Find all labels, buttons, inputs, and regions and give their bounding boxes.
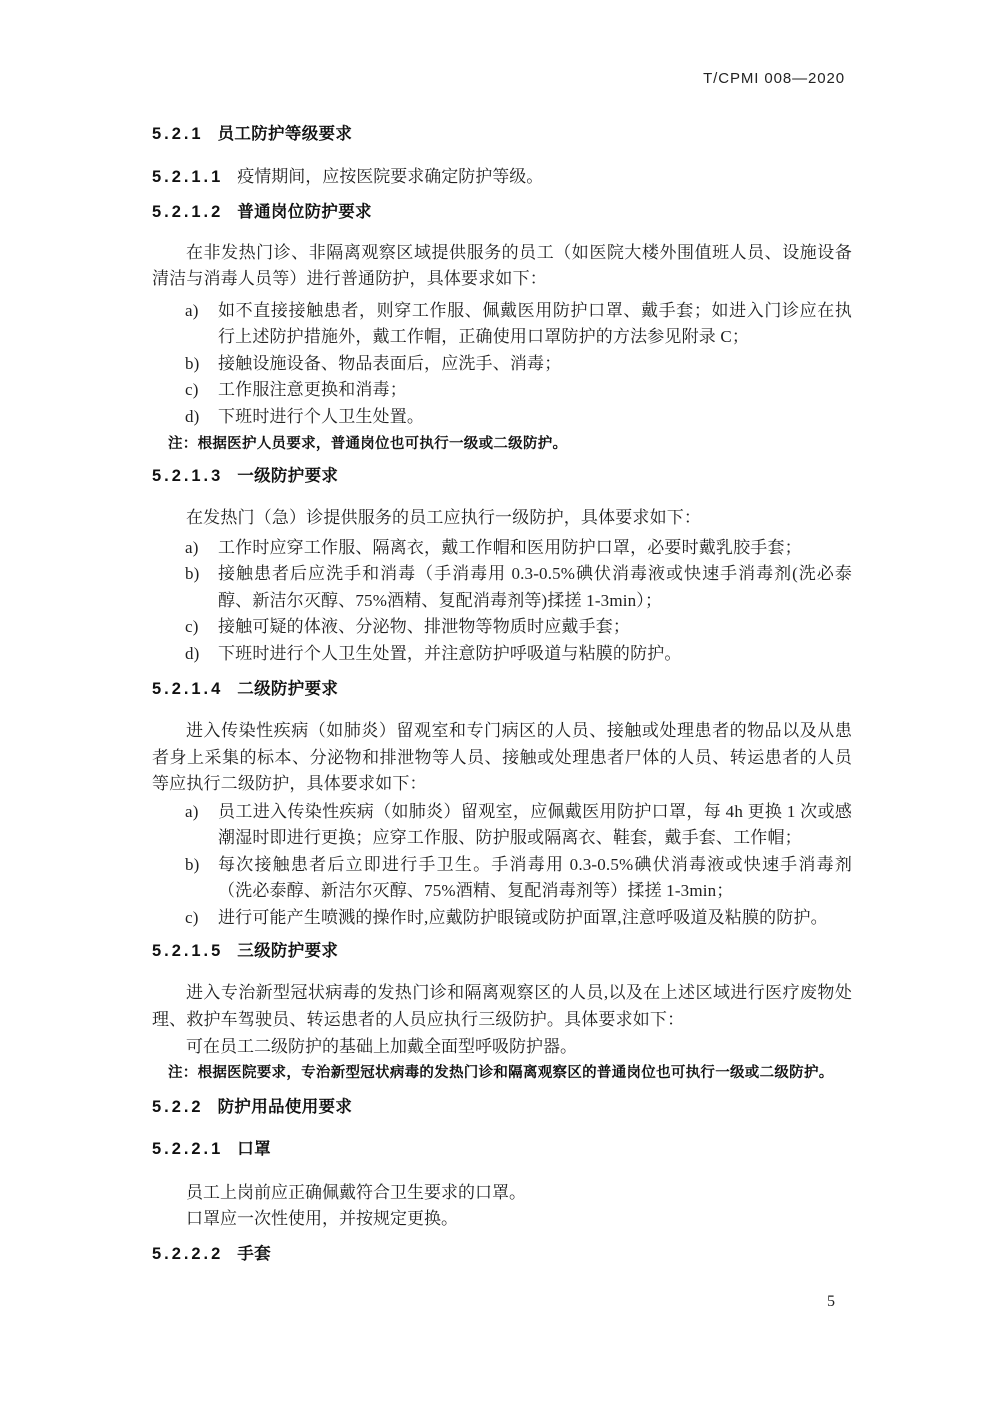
list-item-text: 工作时应穿工作服、隔离衣，戴工作帽和医用防护口罩，必要时戴乳胶手套；: [218, 537, 802, 557]
list-item-text: 接触患者后应洗手和消毒（手消毒用 0.3-0.5%碘伏消毒液或快速手消毒剂(洗必泰醇、新洁尔灭醇、75%酒精、复配消毒剂等)揉搓 1-3min）；: [218, 564, 852, 610]
paragraph: 在发热门（急）诊提供服务的员工应执行一级防护，具体要求如下：: [186, 508, 702, 527]
note: 注：根据医护人员要求，普通岗位也可执行一级或二级防护。: [168, 436, 568, 452]
list-item: [152, 905, 852, 932]
clause-number: 5.2.2: [152, 1097, 204, 1116]
paragraph: 进入专治新型冠状病毒的发热门诊和隔离观察区的人员,以及在上述区域进行医疗废物处理、救护车驾驶员、转运患者的人员应执行三级防护。具体要求如下：: [152, 983, 852, 1029]
list-item-text: 下班时进行个人卫生处置，并注意防护呼吸道与粘膜的防护。: [218, 643, 682, 663]
list-marker: a): [185, 801, 199, 821]
paragraph: 员工上岗前应正确佩戴符合卫生要求的口罩。: [186, 1182, 526, 1202]
clause-number: 5.2.1.5: [152, 942, 224, 960]
clause-title: 口罩: [237, 1139, 271, 1158]
list-item: [152, 535, 852, 562]
ordered-list: [152, 298, 852, 431]
list-item-text: 接触设施设备、物品表面后，应洗手、消毒；: [218, 353, 562, 373]
document-body: [152, 0, 852, 1264]
clause-title: 普通岗位防护要求: [237, 202, 372, 221]
list-item: [152, 561, 852, 614]
list-marker: b): [185, 854, 200, 874]
clause-number: 5.2.1.2: [152, 202, 224, 221]
paragraph: 口罩应一次性使用，并按规定更换。: [186, 1209, 458, 1228]
list-marker: c): [185, 907, 199, 927]
ordered-list: [152, 535, 852, 668]
list-item-text: 下班时进行个人卫生处置。: [218, 406, 425, 426]
clause-number: 5.2.1.3: [152, 467, 224, 485]
list-item: [152, 351, 852, 378]
list-item-text: 每次接触患者后立即进行手卫生。手消毒用 0.3-0.5%碘伏消毒液或快速手消毒剂（洗必泰醇、新洁尔灭醇、75%酒精、复配消毒剂等）揉搓 1-3min；: [218, 854, 852, 900]
list-marker: b): [185, 353, 200, 373]
paragraph: 进入传染性疾病（如肺炎）留观室和专门病区的人员、接触或处理患者的物品以及从患者身上采集的标本、分泌物和排泄物等人员、接触或处理患者尸体的人员、转运患者的人员等应执行二级防护，具体要求如下：: [152, 721, 852, 793]
list-item: [152, 298, 852, 351]
list-item: [152, 614, 852, 641]
clause-heading-5-2-1-4: [152, 680, 852, 699]
clause-heading-5-2-2: [152, 1098, 852, 1117]
clause-text: 疫情期间，应按医院要求确定防护等级。: [237, 167, 544, 186]
paragraph: 可在员工二级防护的基础上加戴全面型呼吸防护器。: [186, 1037, 577, 1056]
list-item: [152, 404, 852, 431]
clause-heading-5-2-1-2: [152, 203, 852, 222]
clause-number: 5.2.2.2: [152, 1244, 224, 1263]
list-marker: a): [185, 537, 199, 557]
list-marker: c): [185, 380, 199, 399]
clause-number: 5.2.1.1: [152, 168, 224, 186]
page-number: 5: [827, 1293, 835, 1310]
clause-title: 三级防护要求: [237, 942, 339, 960]
list-item: [152, 799, 852, 852]
list-marker: d): [185, 643, 200, 663]
doc-number: T/CPMI 008—2020: [703, 70, 845, 87]
list-item-text: 接触可疑的体液、分泌物、排泄物等物质时应戴手套；: [218, 617, 631, 636]
list-item-text: 工作服注意更换和消毒；: [218, 380, 407, 399]
clause-number: 5.2.1: [152, 125, 204, 143]
clause-heading-5-2-1-3: [152, 467, 852, 486]
clause-heading-5-2-2-1: [152, 1140, 852, 1159]
paragraph: 在非发热门诊、非隔离观察区域提供服务的员工（如医院大楼外围值班人员、设施设备清洁与消毒人员等）进行普通防护，具体要求如下：: [152, 242, 852, 288]
list-marker: d): [185, 406, 200, 426]
list-item-text: 员工进入传染性疾病（如肺炎）留观室，应佩戴医用防护口罩，每 4h 更换 1 次或感潮湿时即进行更换；应穿工作服、防护服或隔离衣、鞋套，戴手套、工作帽；: [218, 801, 852, 847]
clause-title: 防护用品使用要求: [217, 1097, 353, 1116]
list-marker: b): [185, 564, 200, 583]
clause-number: 5.2.2.1: [152, 1139, 224, 1158]
list-item: [152, 641, 852, 668]
list-marker: a): [185, 300, 199, 320]
list-item-text: 如不直接接触患者，则穿工作服、佩戴医用防护口罩、戴手套；如进入门诊应在执行上述防护措施外，戴工作帽，正确使用口罩防护的方法参见附录 C；: [218, 300, 852, 346]
clause-heading-5-2-2-2: [152, 1245, 852, 1264]
ordered-list: [152, 799, 852, 932]
clause-5-2-1-1: [152, 164, 852, 191]
clause-title: 手套: [237, 1244, 271, 1263]
clause-title: 员工防护等级要求: [217, 125, 353, 143]
clause-title: 二级防护要求: [237, 680, 339, 698]
clause-title: 一级防护要求: [237, 467, 339, 485]
list-item: [152, 852, 852, 905]
clause-heading-5-2-1: [152, 125, 852, 144]
clause-heading-5-2-1-5: [152, 942, 852, 961]
list-item-text: 进行可能产生喷溅的操作时,应戴防护眼镜或防护面罩,注意呼吸道及粘膜的防护。: [218, 907, 828, 927]
list-item: [152, 377, 852, 404]
list-marker: c): [185, 617, 199, 636]
note: 注：根据医院要求，专治新型冠状病毒的发热门诊和隔离观察区的普通岗位也可执行一级或二级防护。: [168, 1064, 834, 1081]
clause-number: 5.2.1.4: [152, 680, 224, 698]
